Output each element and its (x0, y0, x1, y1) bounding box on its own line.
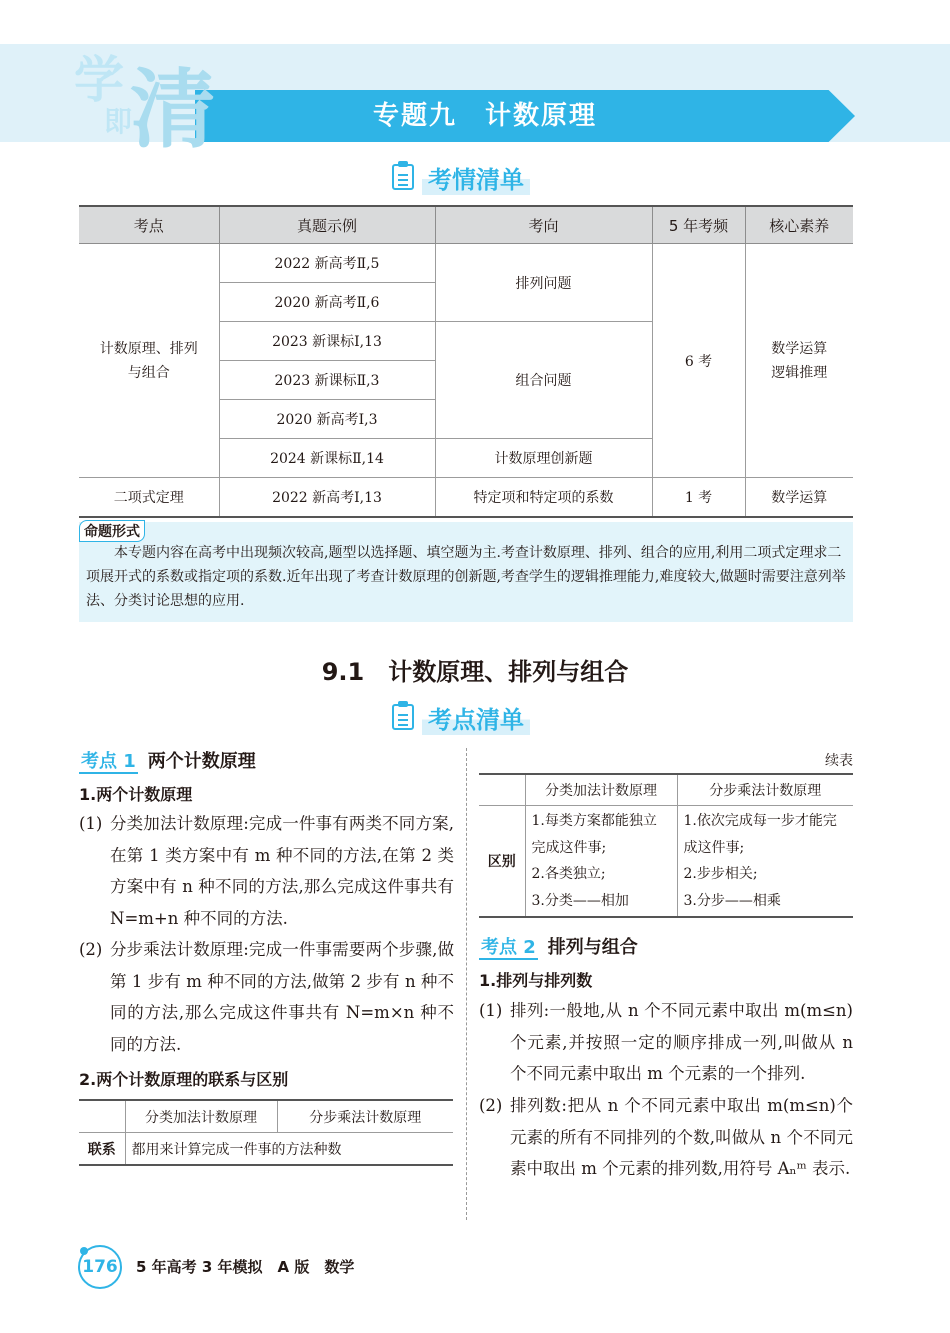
paragraph-number: (1) (79, 814, 103, 833)
example-cell: 2020 新高考Ⅰ,3 (219, 400, 435, 439)
page-number: 176 (78, 1245, 122, 1289)
continued-label: 续表 (825, 753, 853, 769)
page-dot (80, 1247, 88, 1255)
example-cell: 2022 新高考Ⅰ,13 (219, 478, 435, 518)
right-subheading-1: 1.排列与排列数 (479, 971, 593, 990)
table-header-cell: 分步乘法计数原理 (277, 1100, 453, 1133)
frequency-cell: 6 考 (652, 244, 745, 478)
table-header-cell: 核心素养 (745, 206, 853, 244)
example-cell: 2023 新课标Ⅰ,13 (219, 322, 435, 361)
left-subheading-1: 1.两个计数原理 (79, 785, 193, 804)
example-cell: 2023 新课标Ⅱ,3 (219, 361, 435, 400)
deco-char-qing: 清 (130, 60, 216, 160)
right-paragraph-2: (2) 排列数:把从 n 个不同元素中取出 m(m≤n)个元素的所有不同排列的个数,叫做从 n 个不同元素中取出 m 个元素的排列数,用符号 Aₙᵐ 表示. (479, 1090, 853, 1185)
direction-cell: 组合问题 (435, 322, 652, 439)
example-cell: 2024 新课标Ⅱ,14 (219, 439, 435, 478)
table-row (79, 1133, 453, 1166)
kd2-title: 排列与组合 (547, 937, 638, 958)
direction-cell: 排列问题 (435, 244, 652, 322)
empty-cell (79, 1100, 125, 1133)
table-header-row (79, 1100, 453, 1133)
table-row (79, 244, 853, 283)
empty-cell (479, 774, 525, 806)
table-header-cell: 分类加法计数原理 (525, 774, 677, 806)
chapter-title: 专题九 计数原理 (372, 101, 597, 131)
left-subheading-2: 2.两个计数原理的联系与区别 (79, 1070, 289, 1089)
literacy-cell: 数学运算 (745, 478, 853, 518)
paragraph-number: (2) (479, 1096, 503, 1115)
table-cell: 1.每类方案都能独立完成这件事; 2.各类独立; 3.分类——相加 (525, 806, 677, 918)
book-title: 5 年高考 3 年模拟 A 版 数学 (136, 1258, 355, 1276)
table-row (479, 806, 853, 918)
exam-list-title: 考情清单 (422, 160, 530, 195)
table-header-row (79, 206, 853, 244)
difference-table (479, 773, 853, 918)
table-header-cell: 考向 (435, 206, 652, 244)
exam-list-badge (392, 162, 530, 192)
column-divider (466, 748, 467, 1220)
table-cell: 1.依次完成每一步才能完成这件事; 2.步步相关; 3.分步——相乘 (677, 806, 853, 918)
table-header-cell: 分步乘法计数原理 (677, 774, 853, 806)
example-cell: 2022 新高考Ⅱ,5 (219, 244, 435, 283)
kd1-title: 两个计数原理 (147, 751, 256, 772)
table-header-cell: 真题示例 (219, 206, 435, 244)
table-header-row (479, 774, 853, 806)
table-header-cell: 分类加法计数原理 (125, 1100, 277, 1133)
points-list-title: 考点清单 (422, 700, 530, 735)
table-row (79, 478, 853, 518)
kd2-heading (479, 933, 638, 959)
direction-cell: 特定项和特定项的系数 (435, 478, 652, 518)
note-text: 本专题内容在高考中出现频次较高,题型以选择题、填空题为主.考查计数原理、排列、组合的应用,利用二项式定理求二项展开式的系数或指定项的系数.近年出现了考查计数原理的创新题,考查学生的逻辑推理能力,难度较大,做题时需要注意列举法、分类讨论思想的应用. (86, 545, 846, 609)
right-paragraph-1: (1) 排列:一般地,从 n 个不同元素中取出 m(m≤n)个元素,并按照一定的顺序排成一列,叫做从 n 个不同元素中取出 m 个元素的一个排列. (479, 995, 853, 1090)
deco-char-ji: 即 (104, 105, 133, 138)
clipboard-icon (392, 704, 414, 730)
table-header-cell: 5 年考频 (652, 206, 745, 244)
kd1-heading (79, 747, 256, 773)
topic-cell: 计数原理、排列与组合 (79, 244, 219, 478)
frequency-cell: 1 考 (652, 478, 745, 518)
literacy-cell: 数学运算 逻辑推理 (745, 244, 853, 478)
kd1-label: 考点 1 (81, 751, 136, 772)
paragraph-number: (1) (479, 1001, 503, 1020)
kd2-label: 考点 2 (481, 937, 536, 958)
paragraph-number: (2) (79, 940, 103, 959)
left-paragraph-2: (2) 分步乘法计数原理:完成一件事需要两个步骤,做第 1 步有 m 种不同的方法,做第 2 步有 n 种不同的方法,那么完成这件事共有 N=m×n 种不同的方法. (79, 934, 454, 1060)
points-list-badge (392, 702, 530, 732)
note-label: 命题形式 (79, 520, 145, 542)
relation-table (79, 1099, 453, 1166)
section-title: 9.1 计数原理、排列与组合 (321, 658, 629, 686)
row-label: 区别 (479, 806, 525, 918)
table-cell: 都用来计算完成一件事的方法种数 (125, 1133, 453, 1166)
example-cell: 2020 新高考Ⅱ,6 (219, 283, 435, 322)
exam-table (79, 205, 853, 518)
left-paragraph-1: (1) 分类加法计数原理:完成一件事有两类不同方案,在第 1 类方案中有 m 种不同的方法,在第 2 类方案中有 n 种不同的方法,那么完成这件事共有 N=m+n 种不同的方法. (79, 808, 454, 934)
table-header-cell: 考点 (79, 206, 219, 244)
deco-char-xue: 学 (74, 51, 124, 109)
topic-cell: 二项式定理 (79, 478, 219, 518)
row-label: 联系 (79, 1133, 125, 1166)
clipboard-icon (392, 164, 414, 190)
direction-cell: 计数原理创新题 (435, 439, 652, 478)
